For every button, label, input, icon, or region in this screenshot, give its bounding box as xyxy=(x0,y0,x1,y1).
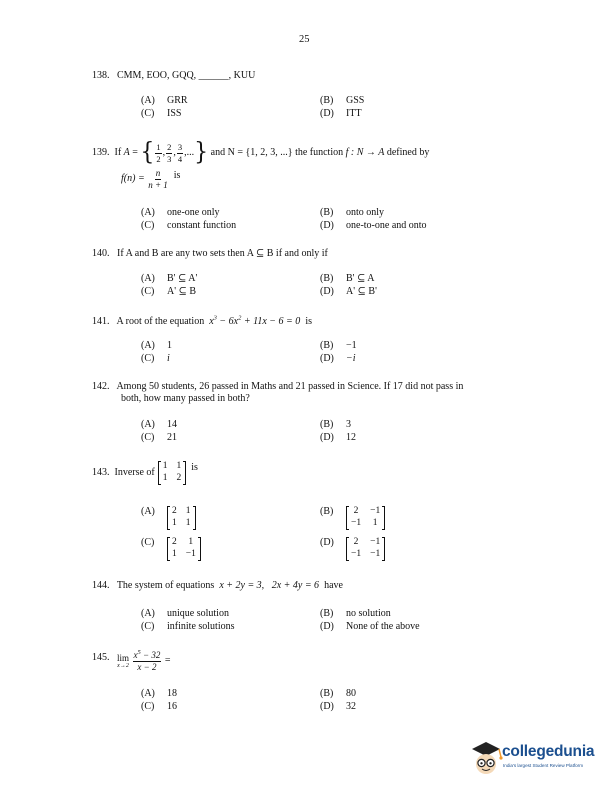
option-c: (C) A' ⊆ B xyxy=(141,286,197,297)
function-definition: f(n) = $\frac{n}{n + 1}$ is xyxy=(121,167,181,190)
page-number: 25 xyxy=(299,34,310,45)
limit-fraction: $\frac{x^5 - 32}{x - 2}$ xyxy=(133,648,161,672)
question-text: If A and B are any two sets then A ⊆ B if and only if xyxy=(117,248,328,259)
option-d: (D) −i xyxy=(320,353,356,364)
option-a: (A) GRR xyxy=(141,95,188,106)
option-b: (B) GSS xyxy=(320,95,365,106)
equation-2: 2x + 4y = 6 xyxy=(271,580,320,591)
option-b: (B) −1 xyxy=(320,340,357,351)
option-a: (A) 1 xyxy=(141,340,172,351)
fraction-2-3: $\frac{2}{3}$ xyxy=(167,142,172,164)
logo-tagline: India's largest Student Review Platform xyxy=(503,763,584,768)
option-b: (B) no solution xyxy=(320,608,391,619)
question-number: 143. xyxy=(92,467,110,479)
question-number: 142. xyxy=(92,381,110,392)
option-b: (B) B' ⊆ A xyxy=(320,273,375,284)
fraction-3-4: $\frac{3}{4}$ xyxy=(177,142,183,164)
question-text: CMM, EOO, GQQ, ______, KUU xyxy=(117,70,256,81)
mascot-icon xyxy=(468,737,504,777)
question-142 xyxy=(92,381,463,393)
option-b: (B) 3 xyxy=(320,419,351,430)
collegedunia-logo xyxy=(468,737,604,777)
equation-1: x + 2y = 3, xyxy=(219,580,265,591)
option-d: (D) 32 xyxy=(320,701,356,712)
question-text-line-2: both, how many passed in both? xyxy=(121,393,250,404)
question-number: 144. xyxy=(92,580,110,591)
question-number: 145. xyxy=(92,652,110,664)
question-143: 143. Inverse of 1 1 1 2 is xyxy=(92,461,198,483)
question-141: 141. A root of the equation $x^3 - 6x^2 + 11x - 6 = 0$ is xyxy=(92,314,312,327)
option-b: (B) 2 −1 −1 1 xyxy=(320,503,385,533)
question-number: 141. xyxy=(92,316,110,327)
option-c: (C) infinite solutions xyxy=(141,621,235,632)
option-c: (C) i xyxy=(141,353,170,364)
option-a: (A) 2 1 1 1 xyxy=(141,503,196,533)
limit-operator: lim x→2 xyxy=(117,652,130,669)
option-a: (A) 14 xyxy=(141,419,177,430)
question-145: 145. lim x→2 $\frac{x^5 - 32}{x - 2}$ = xyxy=(92,648,171,672)
option-c: (C) ISS xyxy=(141,108,182,119)
question-140 xyxy=(92,248,328,260)
cubic-equation: $x^3 - 6x^2 + 11x - 6 = 0$ xyxy=(209,314,301,327)
fraction-1-2: $\frac{1}{2}$ xyxy=(156,142,161,164)
question-text-line-1: Among 50 students, 26 passed in Maths and 21 passed in Science. If 17 did not pass in xyxy=(116,381,464,392)
question-138 xyxy=(92,70,255,82)
option-d: (D) ITT xyxy=(320,108,362,119)
option-c: (C) 21 xyxy=(141,432,177,443)
option-d: (D) A' ⊆ B' xyxy=(320,286,377,297)
question-144: 144. The system of equations x + 2y = 3, 2x + 4y = 6 have xyxy=(92,580,343,591)
question-number: 138. xyxy=(92,70,110,81)
option-d: (D) 2 −1 −1 −1 xyxy=(320,534,385,564)
option-a: (A) unique solution xyxy=(141,608,229,619)
option-d: (D) None of the above xyxy=(320,621,420,632)
question-number: 140. xyxy=(92,248,110,259)
option-d: (D) one-to-one and onto xyxy=(320,220,427,231)
option-a: (A) one-one only xyxy=(141,207,220,218)
option-c: (C) constant function xyxy=(141,220,237,231)
option-d: (D) 12 xyxy=(320,432,356,443)
question-matrix: 1 1 1 2 xyxy=(158,461,187,485)
option-c: (C) 2 1 1 −1 xyxy=(141,534,201,564)
option-a: (A) 18 xyxy=(141,688,177,699)
option-c: (C) 16 xyxy=(141,701,177,712)
option-a: (A) B' ⊆ A' xyxy=(141,273,198,284)
option-b: (B) onto only xyxy=(320,207,385,218)
question-139: 139. If A = { $\frac{1}{2}$ , $\frac{2}{3}$ , $\frac{3}{4}$ ,... } and N = {1, 2, 3, ...} the function f : N → A defined by xyxy=(92,138,430,167)
question-number: 139. xyxy=(92,147,110,159)
option-b: (B) 80 xyxy=(320,688,356,699)
logo-wordmark: collegedunia xyxy=(502,743,595,760)
